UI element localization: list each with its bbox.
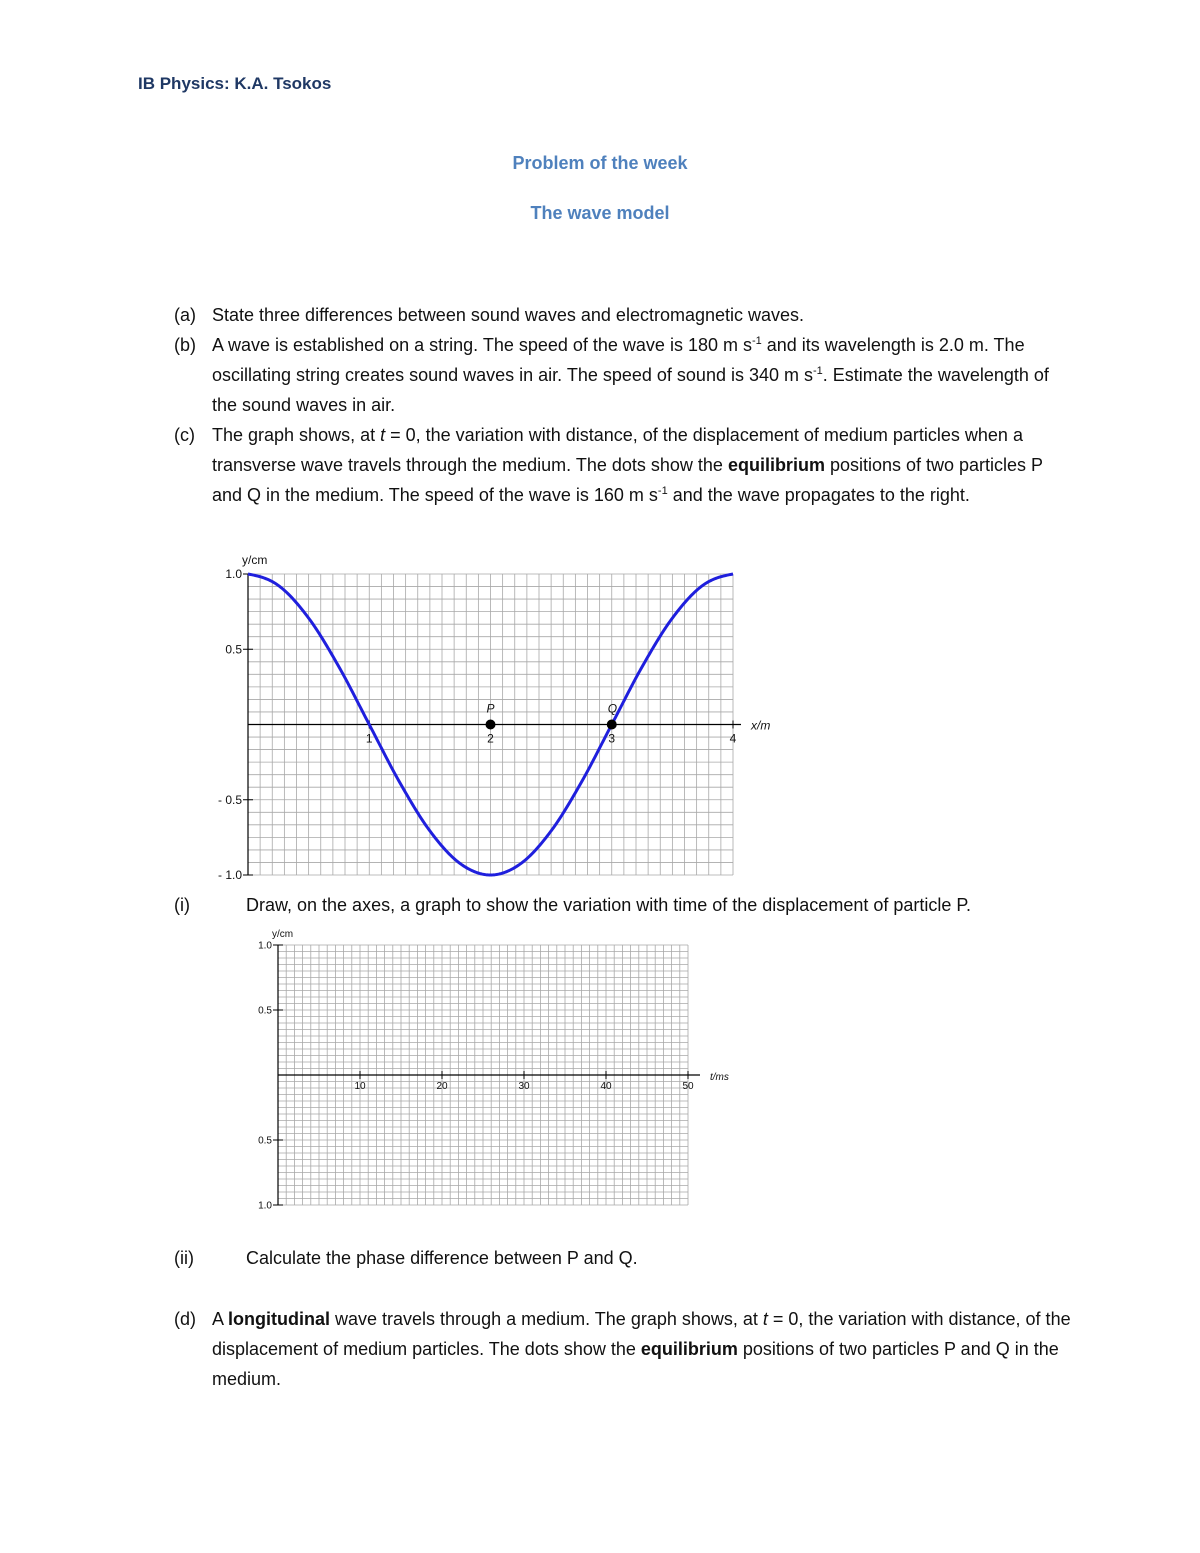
x-axis-label: t/ms [710, 1072, 729, 1083]
x-tick-label: 20 [436, 1081, 448, 1092]
question-label: (a) [174, 305, 196, 325]
time-variable: t [762, 1309, 768, 1329]
x-axis-label: x/m [751, 718, 771, 733]
displacement-time-graph[interactable] [258, 929, 729, 1212]
x-tick-label: 10 [354, 1081, 366, 1092]
x-tick-label: 3 [608, 731, 616, 746]
particle-q-dot [607, 720, 617, 730]
question-label: (c) [174, 425, 195, 445]
y-tick-label: 1.0 [258, 1200, 272, 1212]
question-text: = 0, the variation with distance, of the displacement of medium particles. The dots show the [212, 1309, 1071, 1359]
page-title: Problem of the week [512, 153, 688, 173]
particle-q-label: Q [607, 701, 618, 716]
y-tick-label: 0.5 [258, 1005, 272, 1017]
question-text: = 0, the variation with distance, of the displacement of medium particles when a transverse wave travels through the medium. The dots show the [212, 425, 1023, 475]
question-text: positions of two particles P and Q in the medium. [212, 1339, 1059, 1389]
x-tick-label: 30 [518, 1081, 530, 1092]
y-tick-label: 0.5 [258, 1135, 272, 1147]
x-tick-label: 40 [600, 1081, 612, 1092]
question-label: (i) [174, 895, 190, 915]
question-text: The graph shows, at [212, 425, 381, 445]
x-tick-label: 2 [487, 731, 494, 746]
question-text: wave travels through a medium. The graph shows, at [330, 1309, 763, 1329]
bold-term: equilibrium [727, 455, 825, 475]
question-text: . Estimate the wavelength of the sound waves in air. [212, 365, 1049, 415]
question-text: A wave is established on a string. The speed of the wave is 180 m s [212, 335, 752, 355]
y-tick-label: - 0.5 [217, 792, 242, 807]
question-text: and its wavelength is 2.0 m. The oscillating string creates sound waves in air. The speed of sound is 340 m s [212, 335, 1025, 385]
superscript: -1 [813, 365, 823, 377]
bold-term: equilibrium [640, 1339, 738, 1359]
question-text: State three differences between sound waves and electromagnetic waves. [212, 305, 805, 325]
question-text: Draw, on the axes, a graph to show the variation with time of the displacement of particle P. [246, 895, 972, 915]
question-label: (b) [174, 335, 196, 355]
y-tick-label: 1.0 [225, 567, 242, 582]
time-variable: t [380, 425, 386, 445]
displacement-distance-graph [218, 553, 770, 882]
y-tick-label: 1.0 [258, 940, 272, 952]
question-text: and the wave propagates to the right. [667, 485, 970, 505]
x-tick-label: 50 [682, 1081, 694, 1092]
question-text: Calculate the phase difference between P and Q. [246, 1248, 638, 1268]
question-text: positions of two particles P and Q in the medium. The speed of the wave is 160 m s [212, 455, 1043, 505]
question-label: (ii) [174, 1248, 194, 1268]
question-text: A [212, 1309, 229, 1329]
particle-p-dot [486, 720, 496, 730]
x-tick-label: 4 [729, 731, 737, 746]
superscript: -1 [751, 335, 762, 347]
y-tick-label: 0.5 [225, 642, 242, 657]
x-tick-label: 1 [365, 731, 373, 746]
question-label: (d) [174, 1309, 196, 1329]
y-axis-label: y/cm [242, 553, 268, 567]
superscript: -1 [657, 485, 668, 497]
bold-term: longitudinal [228, 1309, 330, 1329]
page-subtitle: The wave model [530, 203, 670, 223]
particle-p-label: P [486, 701, 495, 716]
y-axis-label: y/cm [272, 929, 294, 940]
document-header: IB Physics: K.A. Tsokos [138, 74, 332, 93]
y-tick-label: - 1.0 [217, 868, 242, 883]
